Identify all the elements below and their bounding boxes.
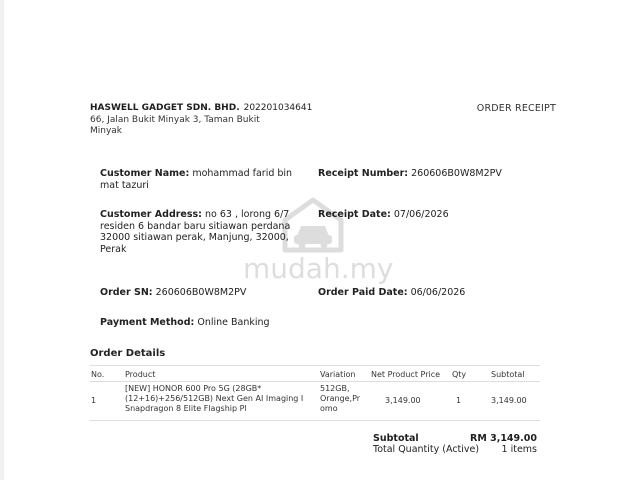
receipt-number-label: Receipt Number: <box>318 168 409 179</box>
order-paid-date <box>318 287 558 299</box>
subtotal-value: RM 3,149.00 <box>470 433 537 444</box>
table-bottom-rule <box>90 420 540 421</box>
company-address: 66, Jalan Bukit Minyak 3, Taman Bukit Minyak <box>90 115 260 136</box>
order-sn <box>100 287 310 299</box>
receipt-date-value: 07/06/2026 <box>393 209 449 220</box>
customer-address-value: no 63 , lorong 6/7 residen 6 bandar baru sitiawan perdana 32000 sitiawan perak, Manjung, 32000, Perak <box>100 209 291 255</box>
col-header-price: Net Product Price <box>371 370 441 379</box>
col-header-qty: Qty <box>452 370 467 379</box>
table-top-rule <box>90 365 540 366</box>
watermark-text: mudah.my <box>243 252 394 285</box>
customer-address-label: Customer Address: <box>100 209 202 220</box>
order-sn-label: Order SN: <box>100 287 153 298</box>
order-paid-date-value: 06/06/2026 <box>410 287 466 298</box>
order-paid-date-label: Order Paid Date: <box>318 287 408 298</box>
col-header-product: Product <box>125 370 156 379</box>
subtotal-label: Subtotal <box>373 433 419 444</box>
receipt-number <box>318 168 558 180</box>
row-product: [NEW] HONOR 600 Pro 5G (28GB* (12+16)+256/512GB) Next Gen AI Imaging I Snapdragon 8 Elite Flagship Pl <box>125 384 304 413</box>
order-sn-value: 260606B0W8M2PV <box>155 287 247 298</box>
company-name: HASWELL GADGET SDN. BHD. <box>90 103 240 113</box>
payment-method-label: Payment Method: <box>100 317 195 328</box>
total-quantity-value: 1 items <box>501 444 537 455</box>
receipt-number-value: 260606B0W8M2PV <box>411 168 502 179</box>
payment-method <box>100 317 360 329</box>
customer-name-value: mohammad farid bin mat tazuri <box>100 168 293 191</box>
col-header-subtotal: Subtotal <box>491 370 525 379</box>
payment-method-value: Online Banking <box>197 317 270 328</box>
row-no: 1 <box>91 396 97 405</box>
receipt-title: ORDER RECEIPT <box>476 103 556 114</box>
mudah-watermark <box>243 196 394 291</box>
col-header-no: No. <box>91 370 105 379</box>
table-header-rule <box>90 381 540 382</box>
car-icon <box>243 196 383 256</box>
order-details-title: Order Details <box>90 348 166 359</box>
row-qty: 1 <box>456 396 462 405</box>
row-subtotal: 3,149.00 <box>491 396 527 405</box>
total-quantity-label: Total Quantity (Active) <box>373 444 480 455</box>
customer-name <box>100 168 300 191</box>
receipt-date-label: Receipt Date: <box>318 209 391 220</box>
page-edge <box>0 0 4 480</box>
customer-name-label: Customer Name: <box>100 168 190 179</box>
row-variation: 512GB, Orange,Pr omo <box>320 384 361 413</box>
col-header-variation: Variation <box>320 370 356 379</box>
row-price: 3,149.00 <box>385 396 421 405</box>
company-reg-no: 202201034641 <box>243 103 313 113</box>
company-name-line <box>90 103 312 113</box>
